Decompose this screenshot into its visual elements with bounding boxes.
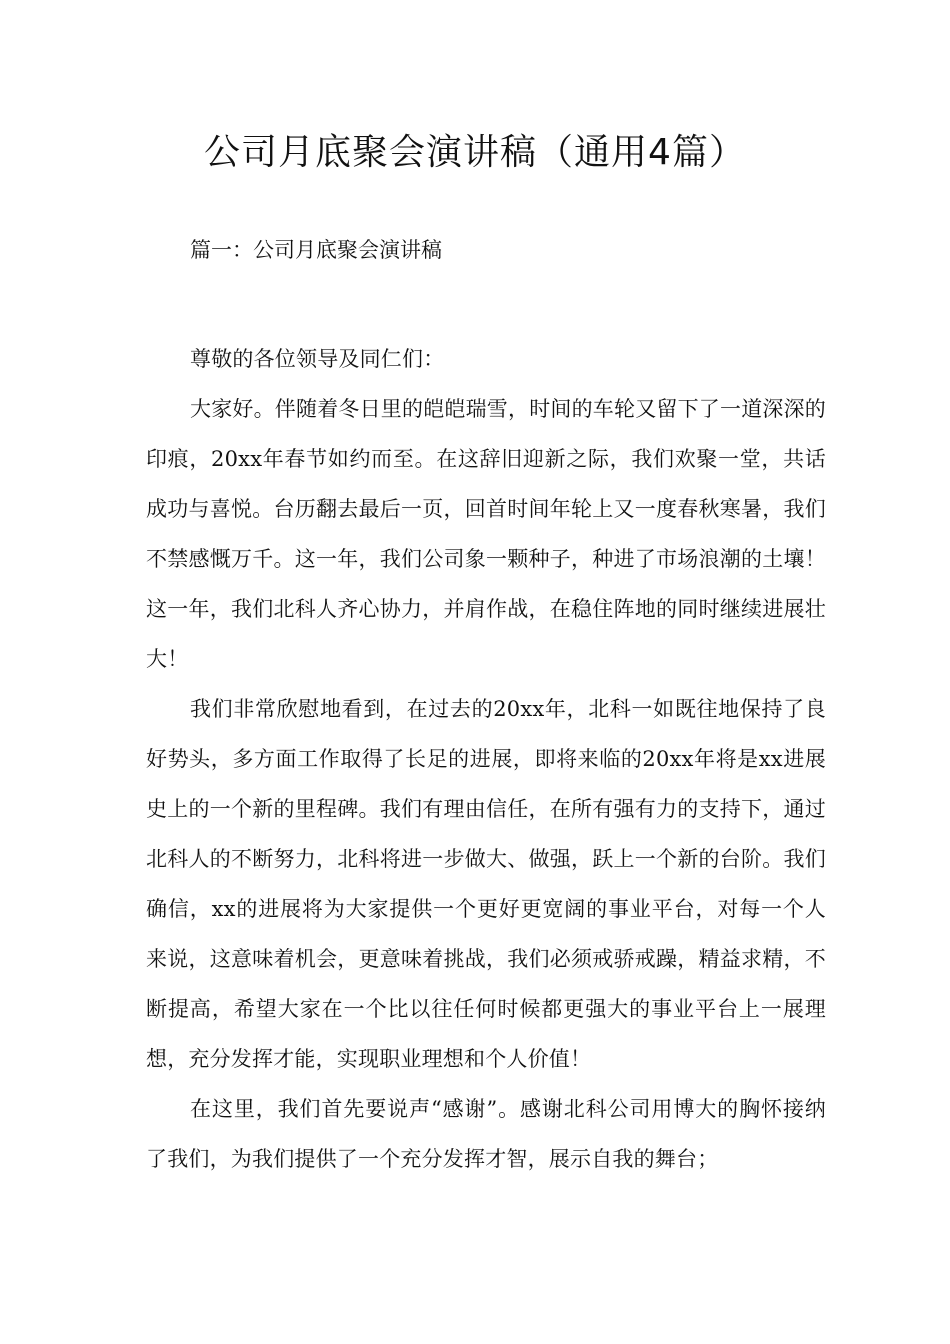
- paragraph-1: 大家好。伴随着冬日里的皑皑瑞雪，时间的车轮又留下了一道深深的印痕，20xx年春节如约而至。在这辞旧迎新之际，我们欢聚一堂，共话成功与喜悦。台历翻去最后一页，回首时间年轮上又一度春秋寒暑，我们不禁感慨万千。这一年，我们公司象一颗种子，种进了市场浪潮的土壤！这一年，我们北科人齐心协力，并肩作战，在稳住阵地的同时继续进展壮大！: [146, 397, 826, 671]
- document-title: 公司月底聚会演讲稿（通用4篇）: [204, 132, 746, 173]
- paragraph-3: 在这里，我们首先要说声“感谢”。感谢北科公司用博大的胸怀接纳了我们，为我们提供了一个充分发挥才智，展示自我的舞台；: [146, 1097, 826, 1171]
- paragraph-2: 我们非常欣慰地看到，在过去的20xx年，北科一如既往地保持了良好势头，多方面工作取得了长足的进展，即将来临的20xx年将是xx进展史上的一个新的里程碑。我们有理由信任，在所有强有力的支持下，通过北科人的不断努力，北科将进一步做大、做强，跃上一个新的台阶。我们确信，xx的进展将为大家提供一个更好更宽阔的事业平台，对每一个人来说，这意味着机会，更意味着挑战，我们必须戒骄戒躁，精益求精，不断提高，希望大家在一个比以往任何时候都更强大的事业平台上一展理想，充分发挥才能，实现职业理想和个人价值！: [146, 697, 826, 1071]
- salutation: 尊敬的各位领导及同仁们：: [190, 347, 445, 371]
- section-heading: 篇一：公司月底聚会演讲稿: [190, 238, 442, 262]
- document-body: [146, 334, 826, 1184]
